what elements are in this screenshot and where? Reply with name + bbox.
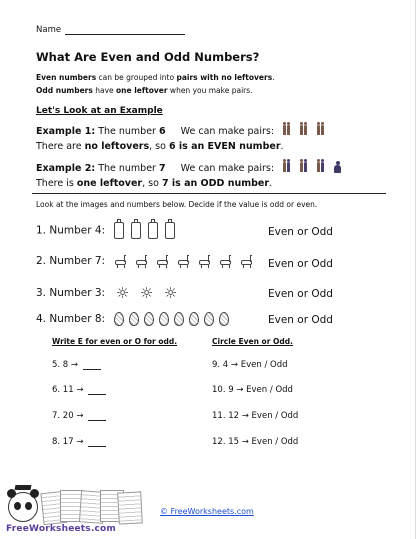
page-title: What Are Even and Odd Numbers? [36, 50, 260, 64]
picture-row-1 [36, 222, 175, 239]
picture-row-3 [36, 285, 178, 301]
intro-text: have [92, 86, 117, 95]
pairs-text: We can make pairs: [180, 126, 275, 137]
llama-icon [175, 254, 192, 268]
row-label: 3. Number 3: [36, 287, 106, 299]
picture-row-2 [36, 254, 255, 268]
result-text: There is [36, 178, 77, 189]
row-label: 4. Number 8: [36, 313, 106, 325]
logo-text: FreeWorksheets.com [6, 524, 116, 534]
easter-egg-icon [219, 312, 229, 326]
people-pair-icon [317, 162, 325, 175]
odd-term: Odd numbers [36, 86, 93, 95]
icon-group [114, 285, 178, 301]
name-blank-line[interactable] [65, 25, 185, 35]
example-text: The number [98, 163, 159, 174]
exercise-prompt: 5. 8 → [52, 360, 79, 370]
write-exercise-item [52, 385, 106, 395]
row-label: 2. Number 7: [36, 255, 106, 267]
even-or-odd-choice[interactable]: Even or Odd [268, 258, 333, 270]
exercise-prompt: 6. 11 → [52, 385, 84, 395]
intro-line-even [36, 73, 275, 82]
left-column-heading: Write E for even or O for odd. [52, 337, 178, 346]
pairs-group-6 [283, 125, 331, 138]
people-pair-icon [317, 125, 325, 138]
milk-bottle-icon [131, 222, 141, 239]
exercise-prompt: 8. 17 → [52, 437, 84, 447]
easter-egg-icon [144, 312, 154, 326]
icon-group [112, 254, 255, 268]
llama-icon [154, 254, 171, 268]
even-definition: pairs with no leftovers [176, 73, 273, 82]
easter-egg-icon [174, 312, 184, 326]
example-number: 7 [158, 163, 166, 174]
result-bold: 7 is an ODD number [161, 178, 270, 189]
result-text: , so [149, 141, 169, 152]
circle-exercise-item[interactable]: 11. 12 → Even / Odd [212, 411, 299, 421]
intro-line-odd [36, 86, 253, 95]
footer-copyright-link[interactable]: © FreeWorksheets.com [160, 507, 254, 516]
easter-egg-icon [204, 312, 214, 326]
example-label: Example 2: [36, 163, 96, 174]
llama-icon [112, 254, 129, 268]
result-bold: no leftovers [84, 141, 150, 152]
write-exercise-item [52, 411, 106, 421]
even-term: Even numbers [36, 73, 97, 82]
even-or-odd-choice[interactable]: Even or Odd [268, 226, 333, 238]
answer-blank[interactable] [88, 438, 106, 447]
easter-egg-icon [129, 312, 139, 326]
pairs-group-7 [283, 162, 341, 175]
people-pair-icon [283, 162, 291, 175]
llama-icon [217, 254, 234, 268]
llama-icon [133, 254, 150, 268]
intro-text: can be grouped into [96, 73, 177, 82]
result-bold: one leftover [76, 178, 143, 189]
result-text: There are [36, 141, 85, 152]
panda-mascot-icon [8, 492, 38, 522]
circle-exercise-item[interactable]: 12. 15 → Even / Odd [212, 437, 299, 447]
easter-egg-icon [189, 312, 199, 326]
people-pair-icon [283, 125, 291, 138]
right-column-heading: Circle Even or Odd. [212, 337, 293, 346]
worksheet-stack-icon [42, 490, 140, 522]
milk-bottle-icon [148, 222, 158, 239]
circle-exercise-item[interactable]: 10. 9 → Even / Odd [212, 385, 293, 395]
example-2-result [36, 178, 272, 189]
answer-blank[interactable] [83, 361, 101, 370]
example-number: 6 [158, 126, 166, 137]
intro-text: . [272, 73, 275, 82]
milk-bottle-icon [114, 222, 124, 239]
exercise-prompt: 7. 20 → [52, 411, 84, 421]
easter-egg-icon [114, 312, 124, 326]
name-field [36, 25, 185, 35]
milk-bottle-icon [165, 222, 175, 239]
odd-definition: one leftover [116, 86, 168, 95]
name-label: Name [36, 25, 62, 35]
picture-row-4 [36, 312, 229, 326]
write-exercise-item [52, 360, 101, 370]
leftover-person-icon [334, 165, 341, 173]
circle-exercise-item[interactable]: 9. 4 → Even / Odd [212, 360, 288, 370]
sun-icon: ☼ [115, 284, 130, 302]
icon-group [114, 312, 229, 326]
even-or-odd-choice[interactable]: Even or Odd [268, 314, 333, 326]
example-2-line [36, 162, 341, 175]
example-1-result [36, 141, 284, 152]
result-text: . [269, 178, 273, 189]
result-text: , so [142, 178, 162, 189]
icon-group [114, 222, 175, 239]
people-pair-icon [300, 125, 308, 138]
site-logo[interactable] [4, 488, 144, 536]
intro-text: when you make pairs. [167, 86, 253, 95]
answer-blank[interactable] [88, 412, 106, 421]
example-text: The number [98, 126, 159, 137]
sun-icon: ☼ [139, 284, 154, 302]
pairs-text: We can make pairs: [180, 163, 275, 174]
answer-blank[interactable] [88, 386, 106, 395]
section-divider [32, 193, 386, 194]
row-label: 1. Number 4: [36, 224, 106, 237]
easter-egg-icon [159, 312, 169, 326]
people-pair-icon [300, 162, 308, 175]
instructions: Look at the images and numbers below. Decide if the value is odd or even. [36, 200, 318, 209]
example-label: Example 1: [36, 126, 96, 137]
llama-icon [196, 254, 213, 268]
example-1-line [36, 125, 331, 138]
result-bold: 6 is an EVEN number [168, 141, 281, 152]
even-or-odd-choice[interactable]: Even or Odd [268, 288, 333, 300]
write-exercise-item [52, 437, 106, 447]
sun-icon: ☼ [163, 284, 178, 302]
result-text: . [280, 141, 284, 152]
example-section-heading: Let's Look at an Example [36, 106, 163, 116]
llama-icon [238, 254, 255, 268]
